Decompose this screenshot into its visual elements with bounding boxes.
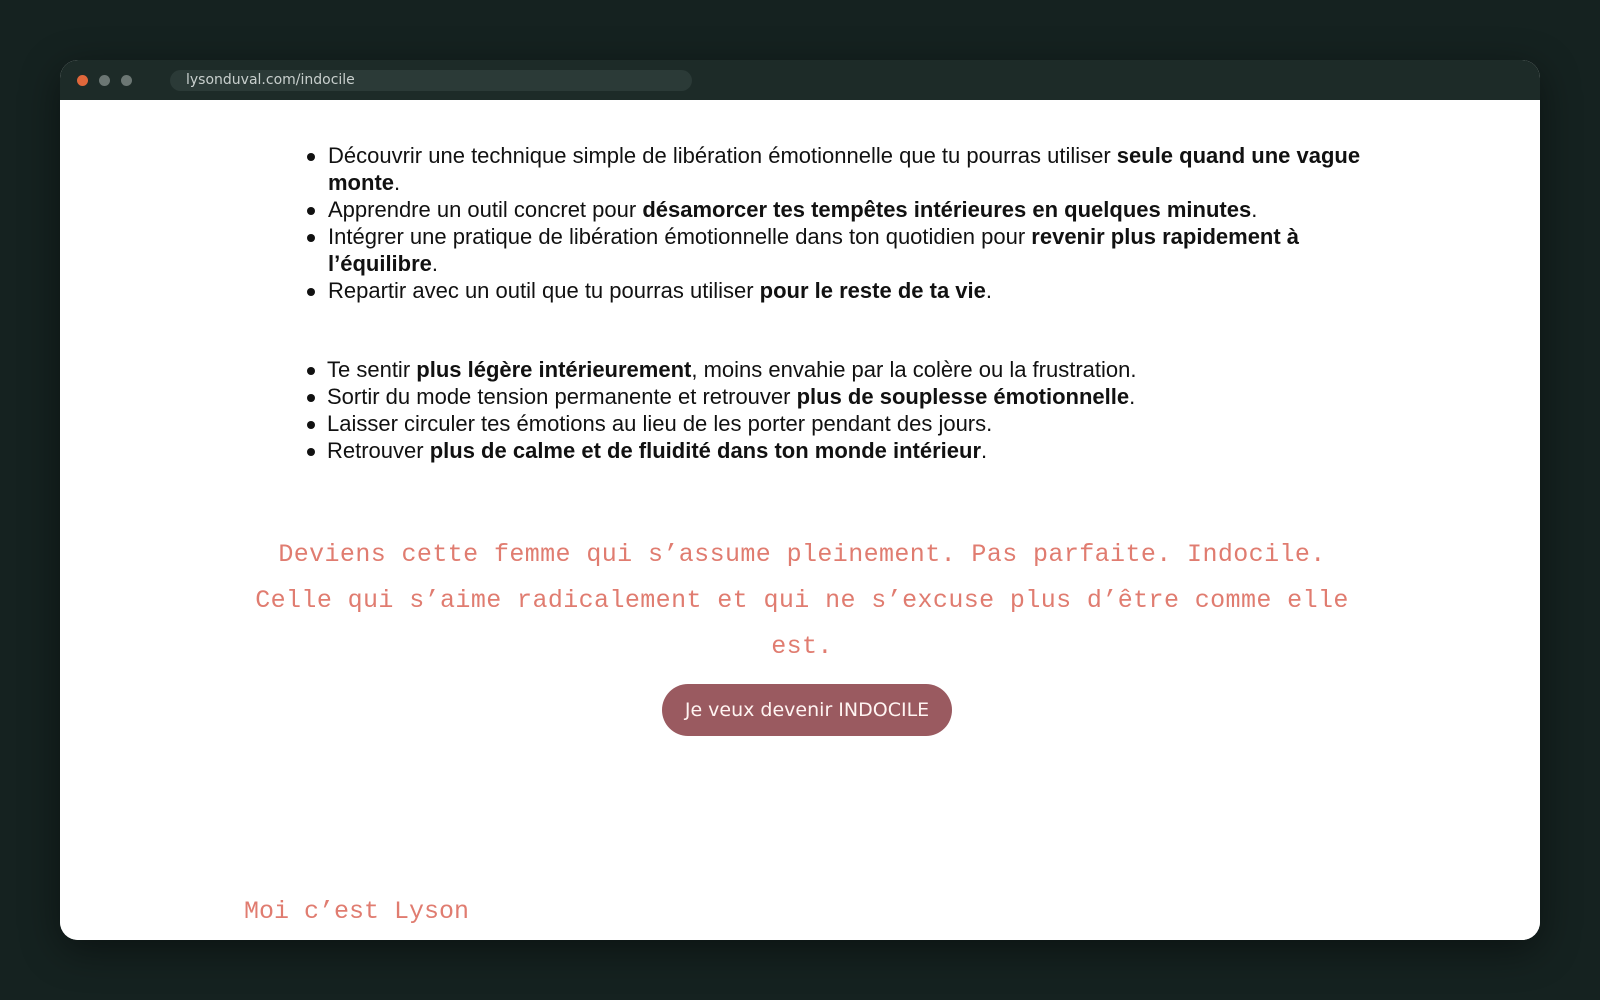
list-item-text-end: . — [985, 278, 992, 303]
manifesto-quote: Deviens cette femme qui s’assume pleinement. Pas parfaite. Indocile. Celle qui s’aime radicalement et qui ne s’excuse plus d’être comme elle est. — [255, 540, 1349, 661]
list-item-bold-text: pour le reste de ta vie — [759, 278, 986, 303]
browser-window — [60, 60, 1540, 940]
list-item — [244, 356, 1394, 383]
list-item-bold-text: revenir plus rapidement à l’équilibre — [328, 224, 1300, 276]
list-item-bold-text: désamorcer tes tempêtes intérieures en quelques minutes — [642, 197, 1252, 222]
address-bar-url: lysonduval.com/indocile — [186, 72, 355, 88]
benefits-list-learn — [244, 142, 1394, 304]
list-item — [244, 196, 1394, 223]
join-indocile-button[interactable]: Je veux devenir INDOCILE — [662, 684, 952, 736]
list-item — [244, 437, 1394, 464]
list-item-text: Sortir du mode tension permanente et retrouver — [327, 384, 797, 409]
list-item-text: Apprendre un outil concret pour — [328, 197, 643, 222]
page-content — [60, 100, 1540, 940]
list-item — [244, 383, 1394, 410]
list-item-bold-text: seule quand une vague monte — [328, 143, 1361, 195]
list-item — [244, 223, 1394, 277]
close-window-button[interactable] — [77, 75, 88, 86]
about-section-heading: Moi c’est Lyson — [244, 897, 470, 926]
list-item-text: Intégrer une pratique de libération émotionnelle dans ton quotidien pour — [328, 224, 1032, 249]
list-item-text-end: . — [981, 438, 988, 463]
address-bar[interactable] — [170, 70, 692, 91]
list-item-text: Retrouver — [327, 438, 430, 463]
list-item-bold-text: plus de calme et de fluidité dans ton monde intérieur — [429, 438, 982, 463]
list-item-text: Laisser circuler tes émotions au lieu de les porter pendant des jours. — [327, 411, 993, 436]
browser-titlebar — [60, 60, 1540, 100]
list-item — [244, 410, 1394, 437]
list-item-text: Repartir avec un outil que tu pourras utiliser — [328, 278, 760, 303]
list-item — [244, 142, 1394, 196]
list-item-text: Découvrir une technique simple de libération émotionnelle que tu pourras utiliser — [328, 143, 1117, 168]
list-item — [244, 277, 1394, 304]
list-item-text-end: . — [394, 170, 401, 195]
maximize-window-button[interactable] — [121, 75, 132, 86]
list-item-text: Te sentir — [327, 357, 417, 382]
list-item-text-end: , moins envahie par la colère ou la frustration. — [691, 357, 1137, 382]
list-item-text-end: . — [1251, 197, 1258, 222]
list-item-bold-text: plus de souplesse émotionnelle — [796, 384, 1130, 409]
minimize-window-button[interactable] — [99, 75, 110, 86]
benefits-list-feel — [244, 356, 1394, 464]
list-item-text-end: . — [1129, 384, 1136, 409]
list-item-bold-text: plus légère intérieurement — [416, 357, 692, 382]
list-item-text-end: . — [431, 251, 439, 276]
